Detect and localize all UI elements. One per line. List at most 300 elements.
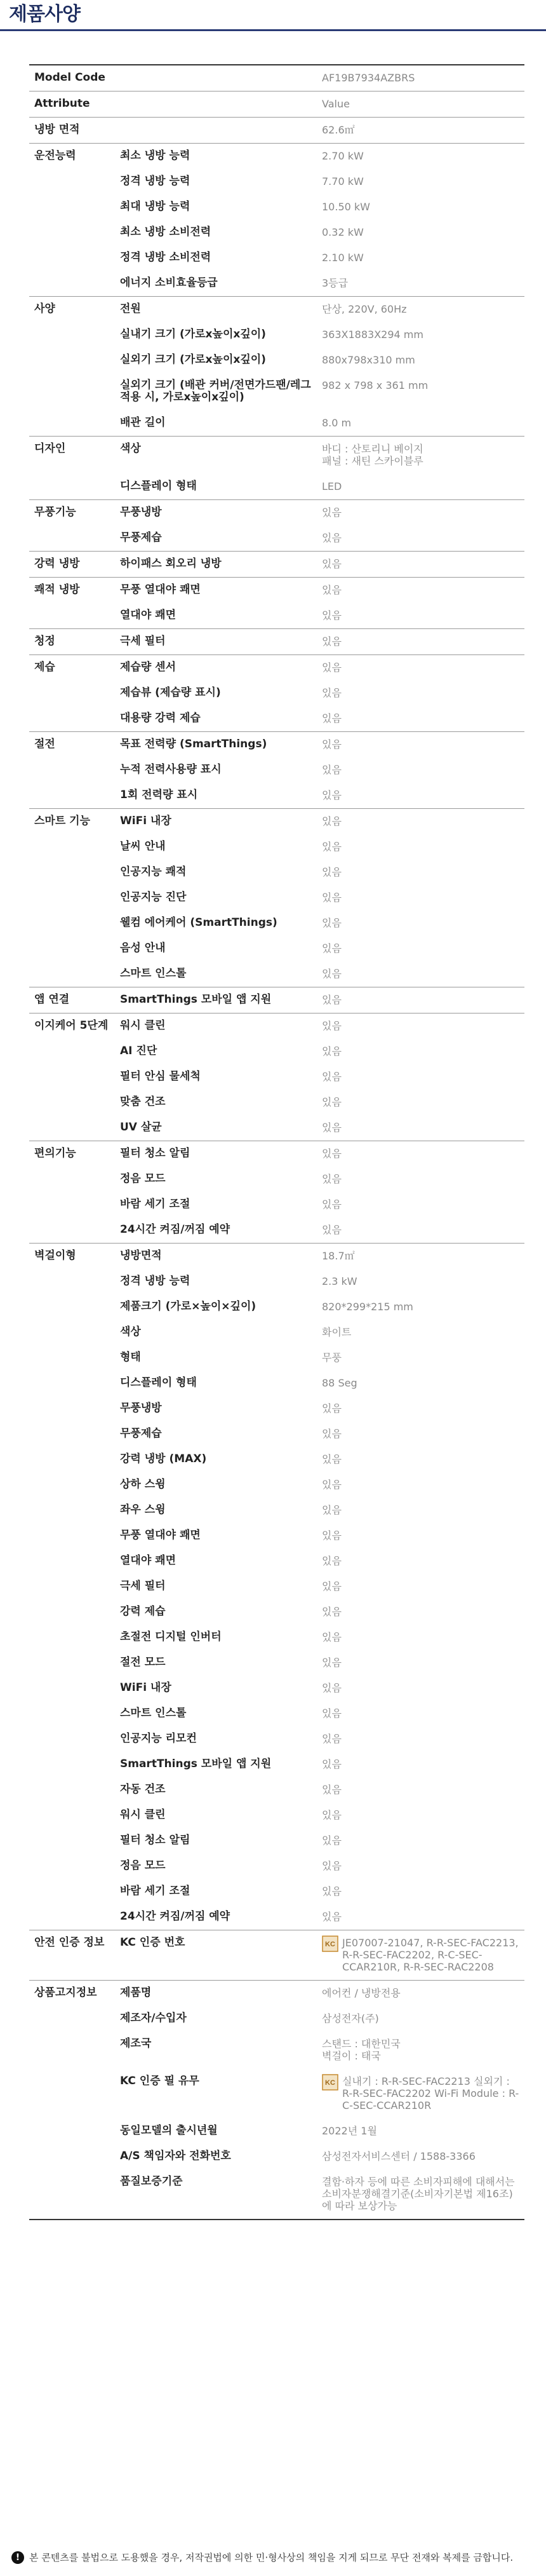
spec-category: 사양 bbox=[29, 297, 120, 323]
spec-value: 있음 bbox=[322, 1071, 342, 1083]
spec-value: 있음 bbox=[322, 629, 524, 655]
spec-row bbox=[29, 1650, 524, 1676]
spec-label: 바람 세기 조절 bbox=[120, 1198, 190, 1210]
spec-value: 있음 bbox=[322, 1631, 342, 1643]
spec-category bbox=[29, 1625, 120, 1650]
spec-row bbox=[29, 194, 524, 220]
spec-row bbox=[29, 1498, 524, 1523]
model-code-value: AF19B7934AZBRS bbox=[322, 65, 524, 92]
kc-mark-icon bbox=[322, 1935, 338, 1952]
spec-row bbox=[29, 1396, 524, 1421]
spec-label: 초절전 디지털 인버터 bbox=[120, 1630, 222, 1643]
spec-value bbox=[322, 1930, 524, 1981]
spec-value: 2022년 1월 bbox=[322, 2125, 377, 2137]
spec-category bbox=[29, 1371, 120, 1396]
spec-category: 운전능력 bbox=[29, 144, 120, 170]
spec-table-body bbox=[29, 65, 524, 2220]
spec-label: 제품명 bbox=[120, 1981, 322, 2007]
spec-label: 스마트 인스톨 bbox=[120, 967, 187, 980]
spec-value: 무풍 bbox=[322, 1352, 342, 1364]
spec-label: 웰컴 에어케어 (SmartThings) bbox=[120, 916, 277, 929]
spec-value: 8.0 m bbox=[322, 417, 352, 429]
spec-label: 형태 bbox=[120, 1351, 141, 1364]
spec-row bbox=[29, 1574, 524, 1599]
page-title: 제품사양 bbox=[9, 3, 80, 25]
spec-label: 자동 건조 bbox=[120, 1783, 166, 1796]
spec-value: 있음 bbox=[322, 917, 342, 929]
spec-row bbox=[29, 936, 524, 961]
spec-category bbox=[29, 1396, 120, 1421]
spec-row bbox=[29, 1013, 524, 1040]
spec-category bbox=[29, 1421, 120, 1447]
spec-category bbox=[29, 410, 120, 437]
spec-category bbox=[29, 1498, 120, 1523]
spec-label: 정격 냉방 능력 bbox=[120, 1275, 190, 1287]
spec-value: 있음 bbox=[322, 1428, 342, 1440]
spec-row bbox=[29, 757, 524, 783]
spec-category bbox=[29, 834, 120, 860]
spec-row bbox=[29, 1269, 524, 1294]
spec-row bbox=[29, 1345, 524, 1371]
spec-label: 최소 냉방 소비전력 bbox=[120, 226, 211, 238]
spec-category: 벽걸이형 bbox=[29, 1244, 120, 1270]
spec-label: A/S 책임자와 전화번호 bbox=[120, 2150, 231, 2162]
spec-row bbox=[29, 245, 524, 271]
spec-value: 있음 bbox=[322, 1809, 342, 1821]
spec-value: 10.50 kW bbox=[322, 201, 370, 213]
spec-row bbox=[29, 552, 524, 578]
spec-category bbox=[29, 2169, 120, 2220]
spec-label: 실외기 크기 (배관 커버/전면가드팬/레그 적용 시, 가로x높이x깊이) bbox=[120, 379, 311, 403]
spec-label: 품질보증기준 bbox=[120, 2169, 322, 2220]
spec-row bbox=[29, 987, 524, 1013]
spec-row bbox=[29, 271, 524, 297]
model-code-label: Model Code bbox=[29, 65, 322, 92]
title-bar bbox=[0, 0, 546, 33]
spec-category bbox=[29, 757, 120, 783]
spec-row bbox=[29, 144, 524, 170]
spec-label: 색상 bbox=[120, 437, 322, 475]
spec-label: 24시간 켜짐/꺼짐 예약 bbox=[120, 1223, 230, 1236]
spec-category bbox=[29, 2006, 120, 2031]
spec-label bbox=[120, 118, 322, 144]
spec-value: 있음 bbox=[322, 1580, 342, 1592]
attribute-label: Attribute bbox=[29, 92, 322, 118]
spec-value: 있음 bbox=[322, 552, 524, 578]
attribute-row bbox=[29, 92, 524, 118]
spec-label: 동일모델의 출시년월 bbox=[120, 2124, 218, 2137]
spec-label: 무풍 열대야 쾌면 bbox=[120, 1529, 201, 1542]
spec-value: 7.70 kW bbox=[322, 175, 364, 187]
spec-value: 88 Seg bbox=[322, 1377, 357, 1389]
spec-row bbox=[29, 1777, 524, 1803]
spec-category bbox=[29, 1879, 120, 1904]
spec-label: UV 살균 bbox=[120, 1121, 162, 1134]
spec-category bbox=[29, 245, 120, 271]
spec-row bbox=[29, 500, 524, 526]
spec-row bbox=[29, 1320, 524, 1345]
spec-row bbox=[29, 578, 524, 604]
spec-category bbox=[29, 1803, 120, 1828]
spec-label: 에너지 소비효율등급 bbox=[120, 276, 218, 289]
spec-label: 극세 필터 bbox=[120, 1580, 166, 1592]
spec-label: 음성 안내 bbox=[120, 942, 166, 954]
spec-value: 62.6㎡ bbox=[322, 118, 524, 144]
spec-category bbox=[29, 194, 120, 220]
spec-label: 스마트 인스톨 bbox=[120, 1707, 187, 1719]
spec-label: 제습뷰 (제습량 표시) bbox=[120, 686, 221, 699]
spec-value: 있음 bbox=[322, 1834, 342, 1847]
spec-category bbox=[29, 860, 120, 885]
spec-label: 정격 냉방 능력 bbox=[120, 175, 190, 187]
spec-value: 982 x 798 x 361 mm bbox=[322, 379, 429, 391]
kc-mark-icon bbox=[322, 2074, 338, 2091]
spec-row bbox=[29, 603, 524, 629]
spec-value: 있음 bbox=[322, 1173, 342, 1185]
spec-category bbox=[29, 1269, 120, 1294]
spec-row bbox=[29, 681, 524, 706]
spec-value: 3등급 bbox=[322, 277, 349, 289]
spec-label: 전원 bbox=[120, 297, 322, 323]
spec-label: KC 인증 필 유무 bbox=[120, 2075, 199, 2087]
spec-value: 있음 bbox=[322, 1479, 342, 1491]
spec-label: 무풍제습 bbox=[120, 1427, 162, 1440]
spec-category bbox=[29, 474, 120, 500]
spec-row bbox=[29, 1447, 524, 1472]
spec-row bbox=[29, 1141, 524, 1167]
spec-label: WiFi 내장 bbox=[120, 809, 322, 835]
spec-category bbox=[29, 1854, 120, 1879]
spec-row bbox=[29, 1294, 524, 1320]
spec-label: 강력 제습 bbox=[120, 1605, 166, 1618]
spec-label: 색상 bbox=[120, 1325, 141, 1338]
spec-value: 18.7㎡ bbox=[322, 1244, 524, 1270]
spec-label: 열대야 쾌면 bbox=[120, 609, 176, 621]
spec-value: 있음 bbox=[322, 1860, 342, 1872]
spec-row bbox=[29, 348, 524, 373]
spec-value bbox=[322, 2069, 524, 2118]
spec-category bbox=[29, 1039, 120, 1064]
spec-category bbox=[29, 348, 120, 373]
spec-category: 절전 bbox=[29, 732, 120, 758]
spec-value: 있음 bbox=[322, 789, 342, 801]
spec-row bbox=[29, 783, 524, 809]
spec-row bbox=[29, 834, 524, 860]
spec-label: 무풍 열대야 쾌면 bbox=[120, 578, 322, 604]
spec-row bbox=[29, 2144, 524, 2169]
spec-value: 2.10 kW bbox=[322, 252, 364, 264]
spec-value: 있음 bbox=[322, 841, 342, 853]
spec-category: 스마트 기능 bbox=[29, 809, 120, 835]
spec-row bbox=[29, 1930, 524, 1981]
spec-value: 바디 : 산토리니 베이지 패널 : 새틴 스카이블루 bbox=[322, 437, 524, 475]
spec-table bbox=[29, 64, 524, 2220]
spec-value: 있음 bbox=[322, 987, 524, 1013]
spec-row bbox=[29, 655, 524, 681]
spec-value: 있음 bbox=[322, 1096, 342, 1108]
spec-value: 있음 bbox=[322, 1045, 342, 1057]
spec-row bbox=[29, 1217, 524, 1244]
svg-text:KC: KC bbox=[325, 1941, 335, 1948]
spec-value: 있음 bbox=[322, 1141, 524, 1167]
spec-category bbox=[29, 783, 120, 809]
spec-label: 무풍냉방 bbox=[120, 500, 322, 526]
spec-value: 있음 bbox=[322, 532, 342, 544]
spec-category bbox=[29, 1294, 120, 1320]
spec-category bbox=[29, 1472, 120, 1498]
spec-row bbox=[29, 706, 524, 732]
spec-label: 목표 전력량 (SmartThings) bbox=[120, 732, 322, 758]
spec-value: 363X1883X294 mm bbox=[322, 329, 423, 341]
spec-row bbox=[29, 1599, 524, 1625]
spec-value: 있음 bbox=[322, 1758, 342, 1770]
spec-category bbox=[29, 322, 120, 348]
spec-row bbox=[29, 297, 524, 323]
spec-value: 880x798x310 mm bbox=[322, 354, 415, 366]
spec-label: 인공지능 리모컨 bbox=[120, 1732, 197, 1745]
spec-value: LED bbox=[322, 480, 342, 492]
spec-row bbox=[29, 629, 524, 655]
spec-value: 있음 bbox=[322, 866, 342, 878]
spec-row bbox=[29, 1726, 524, 1752]
spec-label: 하이패스 회오리 냉방 bbox=[120, 552, 322, 578]
spec-row bbox=[29, 2118, 524, 2144]
spec-label: 상하 스윙 bbox=[120, 1478, 166, 1491]
spec-category bbox=[29, 1447, 120, 1472]
spec-row bbox=[29, 118, 524, 144]
spec-value: 있음 bbox=[322, 655, 524, 681]
spec-value: 있음 bbox=[322, 732, 524, 758]
spec-value: 있음 bbox=[322, 1911, 342, 1923]
spec-value: 있음 bbox=[322, 1013, 524, 1040]
spec-category: 쾌적 냉방 bbox=[29, 578, 120, 604]
spec-category: 편의기능 bbox=[29, 1141, 120, 1167]
spec-category bbox=[29, 2118, 120, 2144]
spec-value: 2.70 kW bbox=[322, 144, 524, 170]
spec-label: SmartThings 모바일 앱 지원 bbox=[120, 987, 322, 1013]
spec-category: 이지케어 5단계 bbox=[29, 1013, 120, 1040]
spec-label: 인공지능 진단 bbox=[120, 891, 187, 904]
spec-category bbox=[29, 936, 120, 961]
spec-value: 있음 bbox=[322, 1682, 342, 1694]
spec-row bbox=[29, 373, 524, 410]
spec-row bbox=[29, 1752, 524, 1777]
spec-category bbox=[29, 911, 120, 936]
spec-row bbox=[29, 1523, 524, 1549]
spec-value: 있음 bbox=[322, 1402, 342, 1414]
title-divider bbox=[0, 29, 546, 31]
spec-row bbox=[29, 2031, 524, 2069]
spec-value: 820*299*215 mm bbox=[322, 1301, 413, 1313]
spec-value: 있음 bbox=[322, 1198, 342, 1210]
spec-label: 정음 모드 bbox=[120, 1859, 166, 1872]
spec-row bbox=[29, 1828, 524, 1854]
spec-value: 있음 bbox=[322, 764, 342, 776]
model-code-row bbox=[29, 65, 524, 92]
spec-category: 청정 bbox=[29, 629, 120, 655]
spec-value-text: JE07007-21047, R-R-SEC-FAC2213, R-R-SEC-FAC2202, R-C-SEC-CCAR210R, R-R-SEC-RAC2208 bbox=[342, 1937, 519, 1973]
spec-category bbox=[29, 1828, 120, 1854]
spec-label: 1회 전력량 표시 bbox=[120, 789, 198, 801]
spec-category bbox=[29, 525, 120, 552]
spec-value: 결함·하자 등에 따른 소비자피해에 대해서는 소비자분쟁해결기준(소비자기본법 제16조)에 따라 보상가능 bbox=[322, 2169, 524, 2220]
spec-label: 디스플레이 형태 bbox=[120, 480, 197, 492]
spec-category bbox=[29, 1777, 120, 1803]
spec-row bbox=[29, 885, 524, 911]
spec-label: 워시 클린 bbox=[120, 1013, 322, 1040]
spec-category bbox=[29, 1549, 120, 1574]
spec-value: 2.3 kW bbox=[322, 1275, 357, 1287]
spec-row bbox=[29, 1676, 524, 1701]
spec-row bbox=[29, 2169, 524, 2220]
spec-value: 있음 bbox=[322, 1707, 342, 1719]
spec-row bbox=[29, 220, 524, 245]
spec-row bbox=[29, 169, 524, 194]
spec-row bbox=[29, 1625, 524, 1650]
spec-label: 날씨 안내 bbox=[120, 840, 166, 853]
spec-label: 제품크기 (가로×높이×깊이) bbox=[120, 1300, 256, 1313]
spec-category bbox=[29, 271, 120, 297]
spec-value: 단상, 220V, 60Hz bbox=[322, 297, 524, 323]
spec-category bbox=[29, 1320, 120, 1345]
spec-label: 대용량 강력 제습 bbox=[120, 712, 201, 724]
spec-category bbox=[29, 1574, 120, 1599]
spec-value: 있음 bbox=[322, 609, 342, 621]
spec-category bbox=[29, 603, 120, 629]
spec-label: 24시간 켜짐/꺼짐 예약 bbox=[120, 1910, 230, 1923]
spec-label: 디스플레이 형태 bbox=[120, 1376, 197, 1389]
spec-category bbox=[29, 1599, 120, 1625]
spec-category: 안전 인증 정보 bbox=[29, 1930, 120, 1981]
spec-category bbox=[29, 1192, 120, 1217]
spec-value: 있음 bbox=[322, 1555, 342, 1567]
spec-category bbox=[29, 169, 120, 194]
copyright-notice bbox=[11, 2551, 513, 2564]
spec-category bbox=[29, 1090, 120, 1115]
spec-category bbox=[29, 1115, 120, 1141]
spec-row bbox=[29, 1039, 524, 1064]
spec-value: 있음 bbox=[322, 1606, 342, 1618]
spec-category bbox=[29, 2069, 120, 2118]
spec-row bbox=[29, 1192, 524, 1217]
spec-category: 앱 연결 bbox=[29, 987, 120, 1013]
spec-category bbox=[29, 373, 120, 410]
spec-row bbox=[29, 1549, 524, 1574]
spec-value: 삼성전자(주) bbox=[322, 2012, 379, 2024]
spec-row bbox=[29, 322, 524, 348]
spec-category: 디자인 bbox=[29, 437, 120, 475]
spec-category bbox=[29, 706, 120, 732]
spec-row bbox=[29, 1879, 524, 1904]
spec-category: 제습 bbox=[29, 655, 120, 681]
spec-row bbox=[29, 1371, 524, 1396]
spec-label: 제습량 센서 bbox=[120, 655, 322, 681]
spec-value: 삼성전자서비스센터 / 1588-3366 bbox=[322, 2150, 476, 2162]
spec-category: 강력 냉방 bbox=[29, 552, 120, 578]
spec-category bbox=[29, 1650, 120, 1676]
spec-label: AI 진단 bbox=[120, 1045, 157, 1057]
spec-value: 있음 bbox=[322, 1453, 342, 1465]
spec-category bbox=[29, 2031, 120, 2069]
spec-value: 0.32 kW bbox=[322, 226, 364, 238]
attribute-value: Value bbox=[322, 92, 524, 118]
spec-category bbox=[29, 681, 120, 706]
spec-label: 냉방면적 bbox=[120, 1244, 322, 1270]
spec-row bbox=[29, 474, 524, 500]
spec-label: 정음 모드 bbox=[120, 1172, 166, 1185]
spec-category bbox=[29, 961, 120, 987]
spec-row bbox=[29, 1981, 524, 2007]
spec-value: 있음 bbox=[322, 942, 342, 954]
spec-category: 무풍기능 bbox=[29, 500, 120, 526]
spec-row bbox=[29, 809, 524, 835]
spec-label: 무풍제습 bbox=[120, 531, 162, 544]
spec-label: 최소 냉방 능력 bbox=[120, 144, 322, 170]
spec-value: 있음 bbox=[322, 712, 342, 724]
spec-value: 있음 bbox=[322, 1733, 342, 1745]
spec-row bbox=[29, 1472, 524, 1498]
spec-row bbox=[29, 732, 524, 758]
spec-label: SmartThings 모바일 앱 지원 bbox=[120, 1758, 272, 1770]
spec-row bbox=[29, 410, 524, 437]
spec-category bbox=[29, 1752, 120, 1777]
spec-label: 누적 전력사용량 표시 bbox=[120, 763, 222, 776]
spec-value: 있음 bbox=[322, 1504, 342, 1516]
spec-label: 제조자/수입자 bbox=[120, 2012, 187, 2024]
spec-row bbox=[29, 1244, 524, 1270]
spec-category: 상품고지정보 bbox=[29, 1981, 120, 2007]
spec-value: 있음 bbox=[322, 1657, 342, 1669]
spec-label: 배관 길이 bbox=[120, 416, 166, 429]
spec-row bbox=[29, 525, 524, 552]
spec-label: 열대야 쾌면 bbox=[120, 1554, 176, 1567]
spec-value: 있음 bbox=[322, 500, 524, 526]
spec-category bbox=[29, 885, 120, 911]
spec-category bbox=[29, 1676, 120, 1701]
spec-value-text: 실내기 : R-R-SEC-FAC2213 실외기 : R-R-SEC-FAC2202 Wi-Fi Module : R-C-SEC-CCAR210R bbox=[342, 2075, 519, 2112]
spec-label: WiFi 내장 bbox=[120, 1681, 171, 1694]
spec-value: 있음 bbox=[322, 891, 342, 904]
spec-category bbox=[29, 1726, 120, 1752]
spec-label: 인공지능 쾌적 bbox=[120, 865, 187, 878]
spec-row bbox=[29, 1064, 524, 1090]
spec-row bbox=[29, 2069, 524, 2118]
warning-icon: ! bbox=[11, 2551, 24, 2564]
spec-label: 좌우 스윙 bbox=[120, 1503, 166, 1516]
spec-category bbox=[29, 1167, 120, 1192]
spec-row bbox=[29, 1904, 524, 1930]
spec-label: 필터 청소 알림 bbox=[120, 1834, 190, 1847]
spec-row bbox=[29, 1803, 524, 1828]
spec-value: 있음 bbox=[322, 578, 524, 604]
spec-label: 바람 세기 조절 bbox=[120, 1885, 190, 1897]
spec-label: 필터 청소 알림 bbox=[120, 1141, 322, 1167]
spec-value: 있음 bbox=[322, 1784, 342, 1796]
spec-label: 워시 클린 bbox=[120, 1808, 166, 1821]
spec-value: 있음 bbox=[322, 968, 342, 980]
spec-label: 강력 냉방 (MAX) bbox=[120, 1453, 207, 1465]
spec-label: 정격 냉방 소비전력 bbox=[120, 251, 211, 264]
spec-label: 절전 모드 bbox=[120, 1656, 166, 1669]
spec-value: 있음 bbox=[322, 809, 524, 835]
spec-value: 있음 bbox=[322, 1122, 342, 1134]
spec-category bbox=[29, 1064, 120, 1090]
spec-value: 있음 bbox=[322, 1885, 342, 1897]
spec-label: 극세 필터 bbox=[120, 629, 322, 655]
spec-row bbox=[29, 2006, 524, 2031]
spec-row bbox=[29, 911, 524, 936]
spec-row bbox=[29, 1167, 524, 1192]
